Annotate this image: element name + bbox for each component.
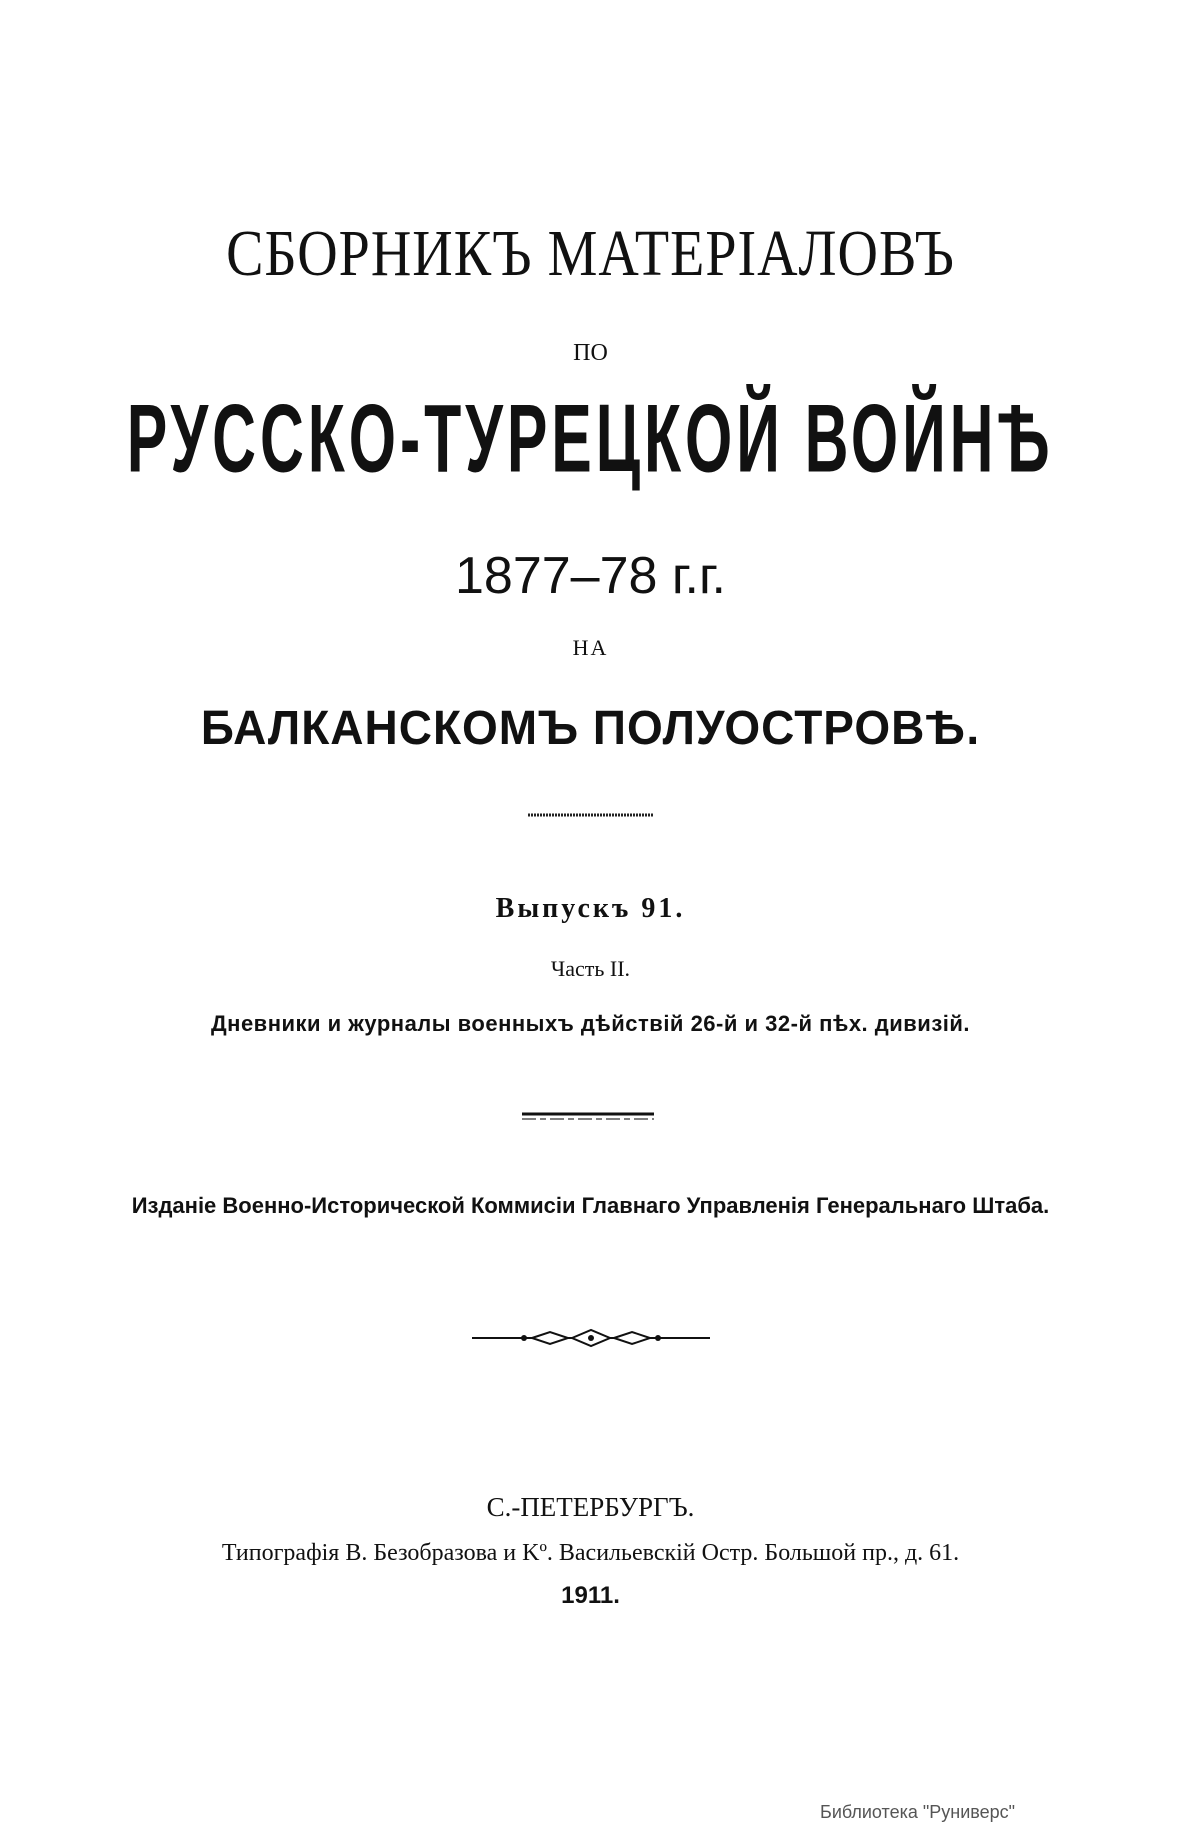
imprint-press: Типографія В. Безобразова и Kº. Васильевскій Остр. Большой пр., д. 61. (221, 1540, 960, 1566)
dotted-divider (528, 812, 653, 818)
title-line-war: РУССКО-ТУРЕЦКОЙ ВОЙНѢ (126, 386, 1055, 493)
library-watermark: Библиотека "Руниверс" (820, 1802, 1016, 1822)
publisher: Изданіе Военно-Исторической Коммисіи Главнаго Управленія Генеральнаго Штаба. (131, 1193, 1050, 1218)
issue-part: Часть II. (550, 956, 631, 981)
title-line-years: 1877–78 г.г. (454, 547, 727, 605)
imprint-year: 1911. (561, 1582, 620, 1609)
ornament-divider (472, 1326, 710, 1350)
issue-description: Дневники и журналы военныхъ дѣйствій 26-й и 32-й пѣх. дивизій. (210, 1011, 971, 1036)
title-line-po: ПО (573, 340, 608, 366)
issue-number: Выпускъ 91. (495, 893, 686, 924)
title-line-peninsula: БАЛКАНСКОМЪ ПОЛУОСТРОВѢ. (200, 699, 981, 755)
title-line-na: НА (572, 635, 609, 660)
imprint-city: С.-ПЕТЕРБУРГЪ. (486, 1492, 695, 1522)
title-line-collection: СБОРНИКЪ МАТЕРІАЛОВЪ (226, 217, 955, 291)
double-rule-divider (522, 1112, 654, 1122)
